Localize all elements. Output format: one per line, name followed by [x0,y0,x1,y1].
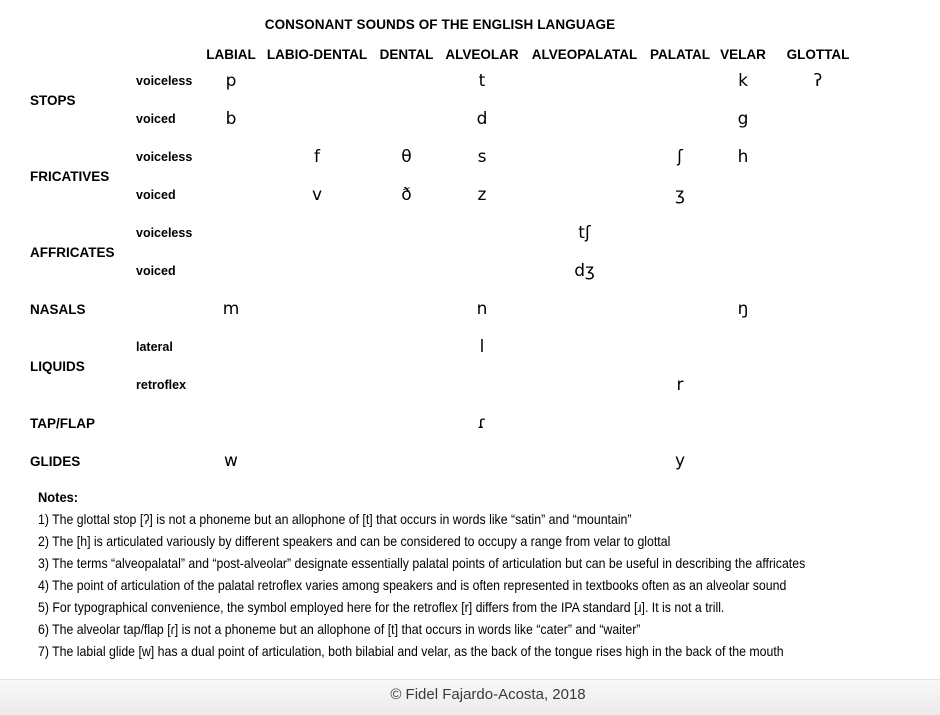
sub-row-label-voiceless: voiceless [136,150,193,164]
phoneme-t-esh: tʃ [578,223,591,243]
note-item-3: 3) The terms “alveopalatal” and “post-alveolar” designate essentially palatal points of articulation but can be useful in describing the affricates [38,555,806,571]
column-header-dental: DENTAL [379,47,434,62]
phoneme-d: d [476,109,488,129]
column-header-alveolar: ALVEOLAR [445,47,519,62]
note-item-2: 2) The [h] is articulated variously by different speakers and can be considered to occupy a range from velar to glottal [38,533,671,549]
row-group-liquids: LIQUIDS [30,358,85,374]
bottom-bar [0,679,940,715]
phoneme-n: n [476,299,488,319]
phoneme-ezh: ʒ [675,185,685,205]
sub-row-label-retroflex: retroflex [136,378,187,392]
row-group-tap-flap: TAP/FLAP [30,415,95,431]
phoneme-g: g [737,109,749,129]
note-item-1: 1) The glottal stop [ʔ] is not a phoneme but an allophone of [t] that occurs in words like “satin” and “mountain” [38,511,632,527]
copyright-text: © Fidel Fajardo-Acosta, 2018 [390,686,586,703]
phoneme-theta: θ [401,147,412,167]
phoneme-d-ezh: dʒ [574,261,595,281]
sub-row-label-voiceless: voiceless [136,226,193,240]
phoneme-z: z [477,185,487,205]
sub-row-label-voiced: voiced [136,188,176,202]
phoneme-m: m [222,299,240,319]
note-item-7: 7) The labial glide [w] has a dual point of articulation, both bilabial and velar, as the back of the tongue rises high in the back of the mouth [38,643,784,659]
row-group-glides: GLIDES [30,453,81,469]
phoneme-h: h [737,147,749,167]
note-item-4: 4) The point of articulation of the palatal retroflex varies among speakers and is often represented in textbooks often as an alveolar sound [38,577,787,593]
phoneme-k: k [738,71,748,91]
row-group-affricates: AFFRICATES [30,244,115,260]
column-header-velar: VELAR [720,47,766,62]
column-header-labial: LABIAL [206,47,256,62]
row-group-nasals: NASALS [30,301,86,317]
phoneme-v: v [311,185,323,205]
row-group-stops: STOPS [30,92,76,108]
phoneme-esh: ʃ [677,147,683,167]
notes-heading: Notes: [38,489,79,505]
row-group-fricatives: FRICATIVES [30,168,110,184]
note-item-6: 6) The alveolar tap/flap [ɾ] is not a phoneme but an allophone of [t] that occurs in words like “cater” and “waiter” [38,621,641,637]
phoneme-b: b [225,109,237,129]
phoneme-r: r [676,375,684,395]
phoneme-eng: ŋ [737,299,749,319]
phoneme-glottal-stop: ʔ [813,71,823,91]
column-header-glottal: GLOTTAL [786,47,850,62]
sub-row-label-voiceless: voiceless [136,74,193,88]
phoneme-y: y [674,451,686,471]
sub-row-label-voiced: voiced [136,264,176,278]
phoneme-flap: ɾ [477,413,487,433]
column-header-palatal: PALATAL [650,47,710,62]
sub-row-label-voiced: voiced [136,112,176,126]
phoneme-p: p [225,71,237,91]
notes-section [38,486,940,662]
sub-row-label-lateral: lateral [136,340,173,354]
document-page [0,18,940,715]
phoneme-s: s [477,147,487,167]
column-header-labio-dental: LABIO-DENTAL [266,47,368,62]
phoneme-eth: ð [401,185,412,205]
phoneme-t: t [478,71,486,91]
page-title: CONSONANT SOUNDS OF THE ENGLISH LANGUAGE [264,17,616,32]
column-header-alveopalatal: ALVEOPALATAL [531,47,638,62]
note-item-5: 5) For typographical convenience, the symbol employed here for the retroflex [r] differs from the IPA standard [ɹ]. It is not a trill. [38,599,725,615]
consonant-table [0,38,864,480]
phoneme-w: w [224,451,238,471]
phoneme-f: f [314,147,320,167]
phoneme-l: l [479,337,485,357]
